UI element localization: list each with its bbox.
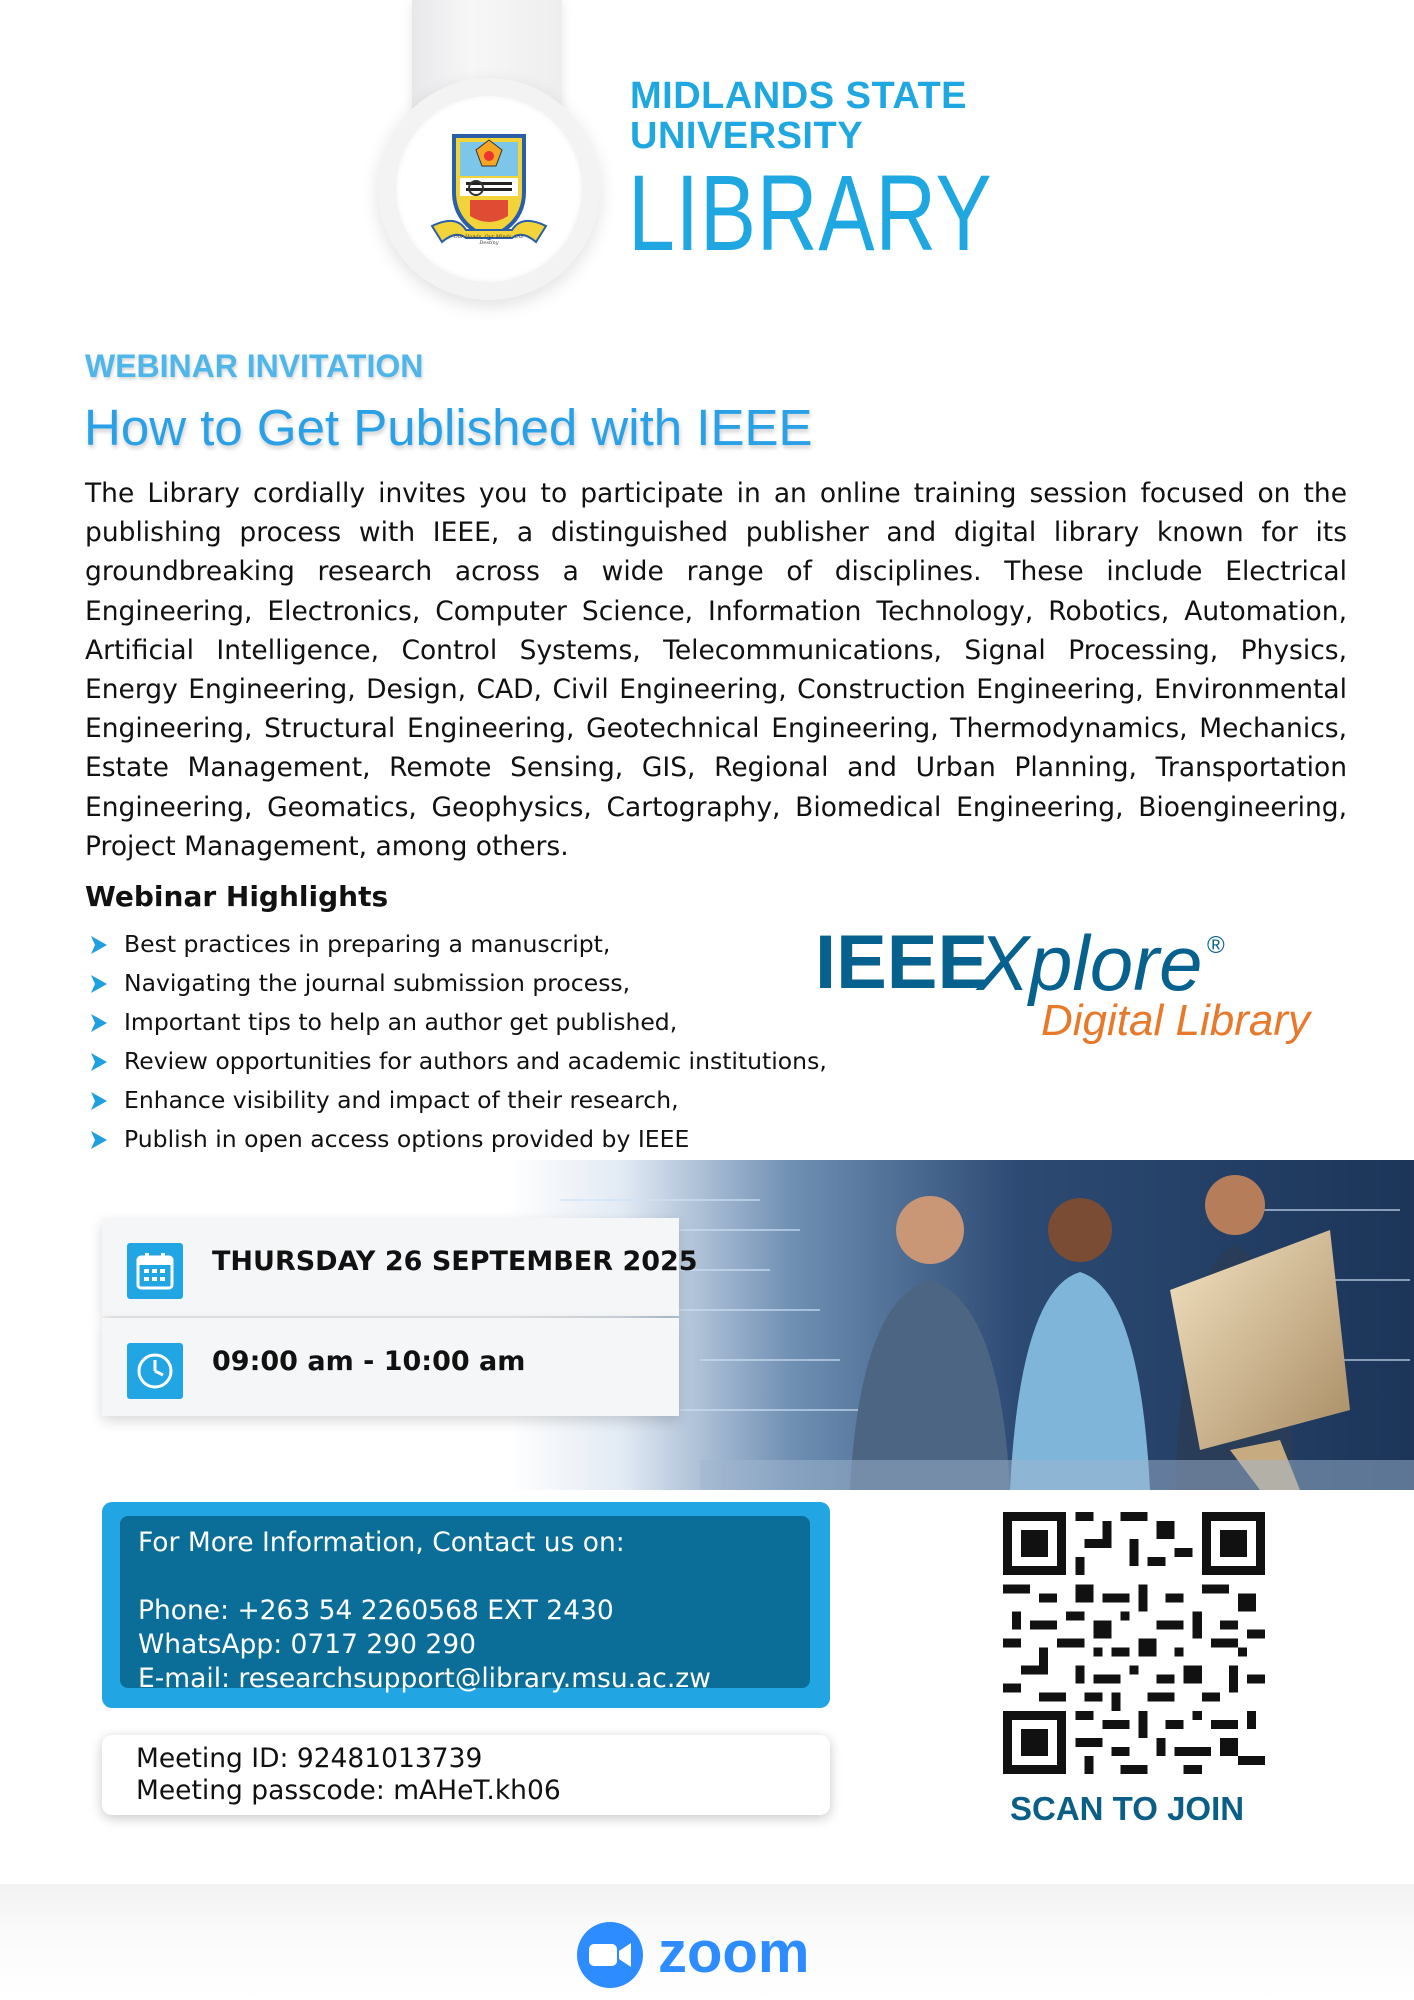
- webinar-kicker: WEBINAR INVITATION: [85, 348, 424, 384]
- list-item: [90, 1042, 827, 1081]
- list-item: [90, 925, 827, 964]
- university-name-line2: UNIVERSITY: [630, 115, 864, 157]
- contact-whatsapp: WhatsApp: 0717 290 290: [138, 1629, 477, 1660]
- chevron-right-icon: [90, 1013, 108, 1033]
- university-name: [630, 76, 967, 156]
- zoom-wordmark: zoom: [658, 1920, 810, 1985]
- clock-icon: [135, 1351, 175, 1391]
- meeting-details: [102, 1735, 830, 1815]
- contact-phone: Phone: +263 54 2260568 EXT 2430: [138, 1595, 614, 1626]
- calendar-icon: [135, 1251, 175, 1291]
- clock-icon-tile: [127, 1343, 183, 1399]
- zoom-camera-icon: [572, 1922, 648, 1988]
- zoom-logo: [572, 1922, 822, 1988]
- chevron-right-icon: [90, 1091, 108, 1111]
- chevron-right-icon: [90, 974, 108, 994]
- meeting-passcode: Meeting passcode: mAHeT.kh06: [136, 1775, 561, 1806]
- highlights-heading: Webinar Highlights: [85, 880, 389, 913]
- crest-inner: [396, 96, 582, 282]
- ieee-xplore-logo: [815, 920, 1335, 1050]
- crest-motto: Our Hands, Our Minds, Our Destiny: [453, 234, 525, 246]
- contact-box: [102, 1502, 830, 1708]
- digital-library-wordmark: Digital Library: [1041, 996, 1310, 1045]
- time-card: [102, 1318, 679, 1416]
- invitation-paragraph: The Library cordially invites you to participate in an online training session focused on the publishing process with IEEE, a distinguished publisher and digital library known for its groundbreaking research across a wide range of disciplines. These include Electrical Engineering, Electronics, Computer Science, Information Technology, Robotics, Automation, Artificial Intelligence, Control Systems, Telecommunications, Signal Processing, Physics, Energy Engineering, Design, CAD, Civil Engineering, Construction Engineering, Environmental Engineering, Structural Engineering, Geotechnical Engineering, Thermodynamics, Mechanics, Estate Management, Remote Sensing, GIS, Regional and Urban Planning, Transportation Engineering, Geomatics, Geophysics, Cartography, Biomedical Engineering, Bioengineering, Project Management, among others.: [85, 478, 1347, 862]
- list-item-label: Review opportunities for authors and academic institutions,: [124, 1047, 827, 1075]
- meeting-id: Meeting ID: 92481013739: [136, 1743, 483, 1774]
- list-item-label: Enhance visibility and impact of their research,: [124, 1086, 679, 1114]
- xplore-wordmark: Xplore: [977, 919, 1203, 1007]
- chevron-right-icon: [90, 1052, 108, 1072]
- contact-heading: For More Information, Contact us on:: [138, 1527, 625, 1558]
- calendar-icon-tile: [127, 1243, 183, 1299]
- list-item: [90, 1120, 827, 1159]
- highlights-list: [90, 925, 827, 1159]
- registered-mark: ®: [1207, 932, 1225, 959]
- list-item: [90, 1003, 827, 1042]
- contact-panel: [120, 1516, 810, 1694]
- list-item: [90, 964, 827, 1003]
- library-wordmark: LIBRARY: [628, 152, 993, 273]
- list-item-label: Publish in open access options provided by IEEE: [124, 1125, 690, 1153]
- chevron-right-icon: [90, 1130, 108, 1150]
- chevron-right-icon: [90, 935, 108, 955]
- ieee-wordmark: IEEE: [815, 920, 989, 1005]
- scan-to-join-label: SCAN TO JOIN: [1010, 1790, 1245, 1827]
- contact-email[interactable]: E-mail: researchsupport@library.msu.ac.zw: [138, 1663, 711, 1694]
- page-title: How to Get Published with IEEE: [84, 399, 813, 456]
- event-time: 09:00 am - 10:00 am: [212, 1346, 526, 1377]
- list-item-label: Best practices in preparing a manuscript,: [124, 930, 611, 958]
- date-card: [102, 1218, 698, 1316]
- university-name-line1: MIDLANDS STATE: [630, 75, 968, 117]
- event-date: THURSDAY 26 SEPTEMBER 2025: [212, 1246, 698, 1277]
- qr-code[interactable]: [1003, 1512, 1265, 1774]
- list-item: [90, 1081, 827, 1120]
- crest-badge: [378, 78, 600, 300]
- list-item-label: Important tips to help an author get published,: [124, 1008, 678, 1036]
- list-item-label: Navigating the journal submission process,: [124, 969, 631, 997]
